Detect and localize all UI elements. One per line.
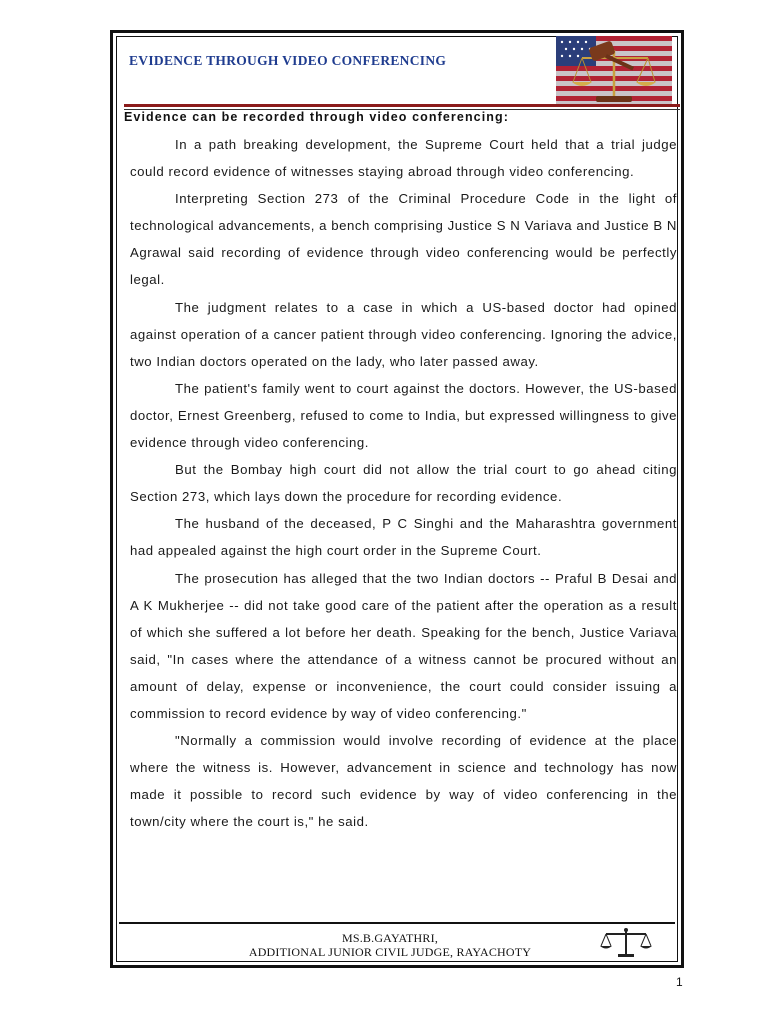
gavel-flag-icon <box>556 36 672 104</box>
scales-of-justice-icon <box>598 926 654 960</box>
footer-rule <box>119 922 675 924</box>
footer-role: ADDITIONAL JUNIOR CIVIL JUDGE, RAYACHOTY <box>248 945 532 959</box>
paragraph: "Normally a commission would involve recording of evidence at the place where the witness is. However, advancement in science and technology has now made it possible to record such evidence by way of video conferencing in the town/city where the court is," he said. <box>130 733 677 830</box>
paragraph: The husband of the deceased, P C Singhi and the Maharashtra government had appealed against the high court order in the Supreme Court. <box>130 516 677 559</box>
page-number: 1 <box>676 975 683 989</box>
document-title: EVIDENCE THROUGH VIDEO CONFERENCING <box>129 53 447 68</box>
paragraph: In a path breaking development, the Supreme Court held that a trial judge could record evidence of witnesses staying abroad through video conferencing. <box>130 137 677 180</box>
paragraph: The judgment relates to a case in which a US-based doctor had opined against operation of a cancer patient through video conferencing. Ignoring the advice, two Indian doctors operated on the lady, who later passed away. <box>130 299 677 369</box>
paragraph: The prosecution has alleged that the two Indian doctors -- Praful B Desai and A K Mukherjee -- did not take good care of the patient after the operation as a result of which she suffered a lot before her death. Speaking for the bench, Justice Variava said, "In cases where the attendance of a witness cannot be procured without an amount of delay, expense or inconvenience, the court could consider issuing a commission to record evidence by way of video conferencing." <box>130 570 677 721</box>
paragraph: The patient's family went to court against the doctors. However, the US-based doctor, Ernest Greenberg, refused to come to India, but expressed willingness to give evidence through video conferencing. <box>130 380 677 451</box>
header-rule <box>124 104 680 107</box>
footer-name: MS.B.GAYATHRI, <box>341 931 439 945</box>
paragraph: But the Bombay high court did not allow the trial court to go ahead citing Section 273, which lays down the procedure for recording evidence. <box>130 462 677 505</box>
paragraph: Interpreting Section 273 of the Criminal Procedure Code in the light of technological advancements, a bench comprising Justice S N Variava and Justice B N Agrawal said recording of evidence through video conferencing would be perfectly legal. <box>130 191 677 288</box>
body-text <box>130 131 677 835</box>
section-heading: Evidence can be recorded through video conferencing: <box>124 110 510 124</box>
